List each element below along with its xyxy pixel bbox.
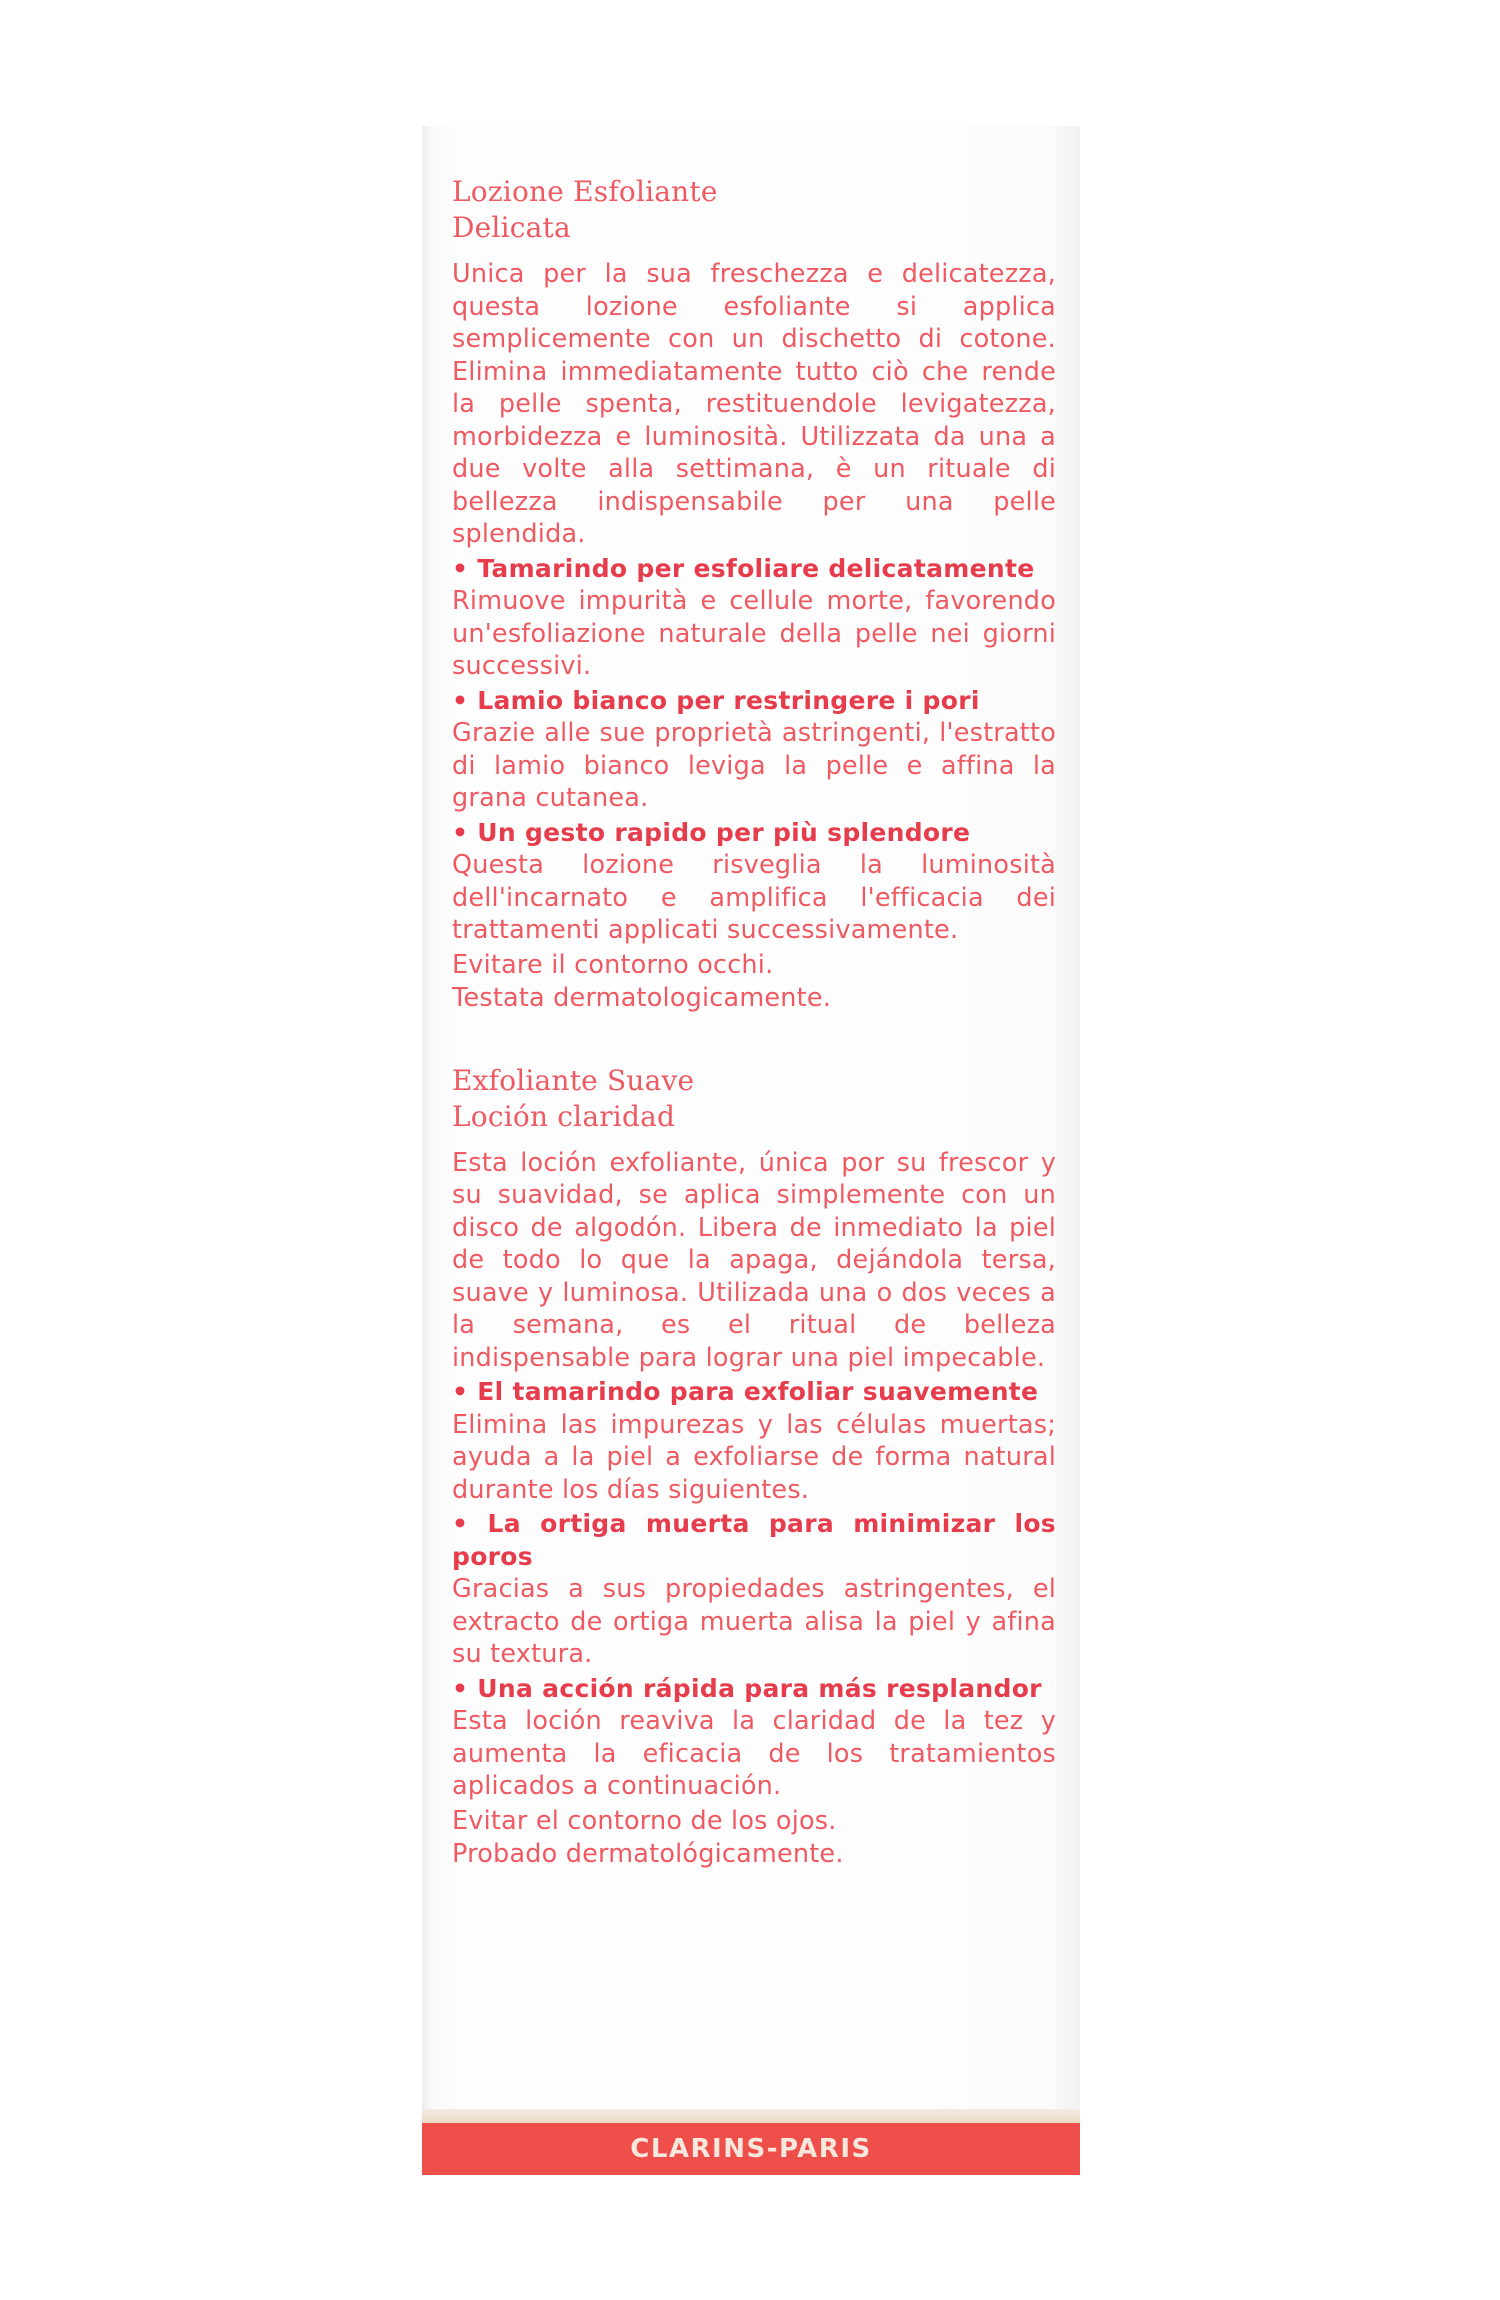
italian-title-line2: Delicata (452, 211, 571, 244)
italian-bullet-body: Rimuove impurità e cellule morte, favorendo un'esfoliazione naturale della pelle nei giorni successivi. (452, 586, 1056, 681)
spanish-bullet-heading: • Una acción rápida para más resplandor (452, 1673, 1042, 1703)
spanish-intro: Esta loción exfoliante, única por su frescor y su suavidad, se aplica simplemente con un disco de algodón. Libera de inmediato la piel de todo lo que la apaga, dejándola tersa, suave y luminosa. Utilizada una o dos veces a la semana, es el ritual de belleza indispensable para lograr una piel impecable. (452, 1147, 1056, 1373)
italian-bullet (452, 553, 1056, 683)
italian-note-dermatological: Testata dermatologicamente. (452, 982, 832, 1013)
spanish-note-dermatological: Probado dermatológicamente. (452, 1838, 844, 1869)
spanish-bullet-body: Gracias a sus propiedades astringentes, el extracto de ortiga muerta alisa la piel y afina su textura. (452, 1574, 1056, 1669)
brand-band (422, 2123, 1080, 2175)
italian-bullet-body: Grazie alle sue proprietà astringenti, l'estratto di lamio bianco leviga la pelle e affina la grana cutanea. (452, 718, 1056, 813)
italian-bullet-heading: • Lamio bianco per restringere i pori (452, 685, 980, 715)
italian-bullet-heading: • Tamarindo per esfoliare delicatamente (452, 553, 1035, 583)
spanish-bullet (452, 1673, 1056, 1803)
label-text-content (452, 174, 1056, 1871)
brand-logo-text: CLARINS-PARIS (630, 2134, 872, 2164)
spanish-title-line1: Exfoliante Suave (452, 1063, 695, 1097)
italian-title-line1: Lozione Esfoliante (452, 175, 718, 208)
italian-note-eye-area: Evitare il contorno occhi. (452, 949, 774, 980)
italian-bullet (452, 685, 1056, 815)
product-box-panel (422, 126, 1080, 2175)
spanish-title (452, 1063, 1056, 1135)
italian-intro: Unica per la sua freschezza e delicatezza, questa lozione esfoliante si applica semplicemente con un dischetto di cotone. Elimina immediatamente tutto ciò che rende la pelle spenta, restituendole levigatezza, morbidezza e luminosità. Utilizzata da una a due volte alla settimana, è un rituale di bellezza indispensabile per una pelle splendida. (452, 259, 1056, 549)
spanish-notes (452, 1805, 1056, 1871)
spanish-bullet (452, 1508, 1056, 1671)
italian-bullet (452, 817, 1056, 947)
spanish-bullet-heading: • El tamarindo para exfoliar suavemente (452, 1377, 1039, 1406)
italian-bullet-body: Questa lozione risveglia la luminosità dell'incarnato e amplifica l'efficacia dei trattamenti applicati successivamente. (452, 850, 1056, 945)
italian-bullet-heading: • Un gesto rapido per più splendore (452, 817, 971, 847)
italian-notes (452, 949, 1056, 1015)
spanish-title-line2: Loción claridad (452, 1099, 676, 1133)
italian-section (452, 174, 1056, 1015)
brand-band-fold (422, 2109, 1080, 2123)
spanish-bullet-body: Elimina las impurezas y las células muertas; ayuda a la piel a exfoliarse de forma natural durante los días siguientes. (452, 1409, 1056, 1505)
italian-title (452, 174, 1056, 246)
spanish-note-eye-area: Evitar el contorno de los ojos. (452, 1805, 837, 1836)
spanish-bullet-heading: • La ortiga muerta para minimizar los poros (452, 1509, 1056, 1571)
spanish-bullet-body: Esta loción reaviva la claridad de la tez y aumenta la eficacia de los tratamientos aplicados a continuación. (452, 1706, 1056, 1801)
spanish-bullet (452, 1376, 1056, 1506)
spanish-section (452, 1063, 1056, 1871)
